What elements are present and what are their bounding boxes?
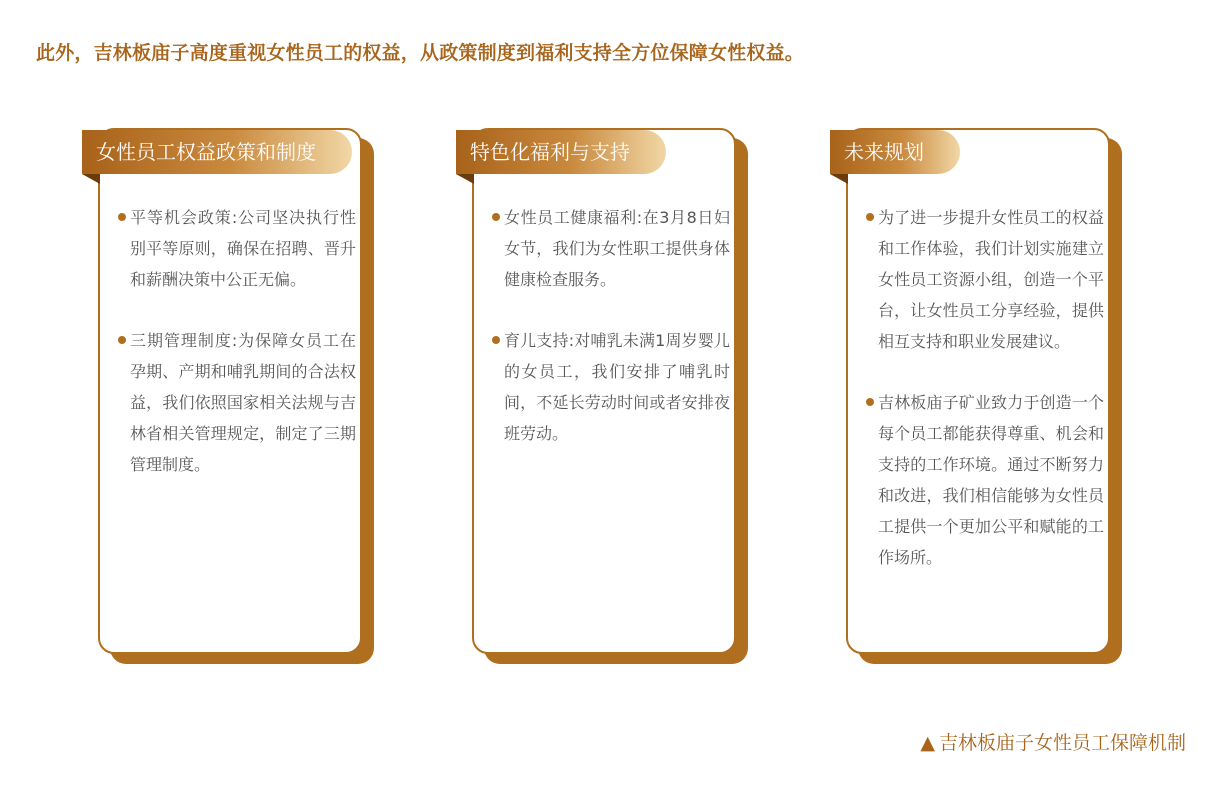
list-item	[492, 325, 730, 449]
card-body	[98, 128, 362, 654]
card-items	[492, 202, 730, 479]
triangle-icon: ▲	[920, 732, 935, 754]
list-item-text: 为了进一步提升女性员工的权益和工作体验，我们计划实施建立女性员工资源小组，创造一个平台，让女性员工分享经验，提供相互支持和职业发展建议。	[878, 208, 1104, 351]
list-item	[118, 325, 356, 480]
card-title: 女性员工权益政策和制度	[82, 130, 352, 174]
figure-caption	[920, 728, 1186, 755]
tab-fold-decoration	[830, 174, 848, 184]
card-welfare-support	[472, 128, 752, 668]
bullet-icon	[866, 398, 874, 406]
card-items	[866, 202, 1104, 603]
card-title: 未来规划	[830, 130, 960, 174]
bullet-icon	[118, 213, 126, 221]
list-item	[118, 202, 356, 295]
card-body	[846, 128, 1110, 654]
list-item-text: 吉林板庙子矿业致力于创造一个每个员工都能获得尊重、机会和支持的工作环境。通过不断努力和改进，我们相信能够为女性员工提供一个更加公平和赋能的工作场所。	[878, 393, 1104, 567]
card-title: 特色化福利与支持	[456, 130, 666, 174]
list-item	[866, 387, 1104, 573]
card-body	[472, 128, 736, 654]
list-item-text: 女性员工健康福利:在3月8日妇女节，我们为女性职工提供身体健康检查服务。	[504, 208, 730, 289]
bullet-icon	[492, 213, 500, 221]
list-item-text: 育儿支持:对哺乳未满1周岁婴儿的女员工，我们安排了哺乳时间，不延长劳动时间或者安排夜班劳动。	[504, 331, 730, 443]
list-item	[866, 202, 1104, 357]
card-future-plan	[846, 128, 1126, 668]
tab-fold-decoration	[82, 174, 100, 184]
caption-text: 吉林板庙子女性员工保障机制	[938, 732, 1186, 754]
bullet-icon	[492, 336, 500, 344]
card-items	[118, 202, 356, 510]
list-item-text: 平等机会政策:公司坚决执行性别平等原则，确保在招聘、晋升和薪酬决策中公正无偏。	[130, 208, 356, 289]
bullet-icon	[866, 213, 874, 221]
tab-fold-decoration	[456, 174, 474, 184]
bullet-icon	[118, 336, 126, 344]
card-women-rights-policy	[98, 128, 378, 668]
intro-text: 此外，吉林板庙子高度重视女性员工的权益，从政策制度到福利支持全方位保障女性权益。	[36, 42, 805, 64]
list-item-text: 三期管理制度:为保障女员工在孕期、产期和哺乳期间的合法权益，我们依照国家相关法规与吉林省相关管理规定，制定了三期管理制度。	[130, 331, 356, 474]
list-item	[492, 202, 730, 295]
